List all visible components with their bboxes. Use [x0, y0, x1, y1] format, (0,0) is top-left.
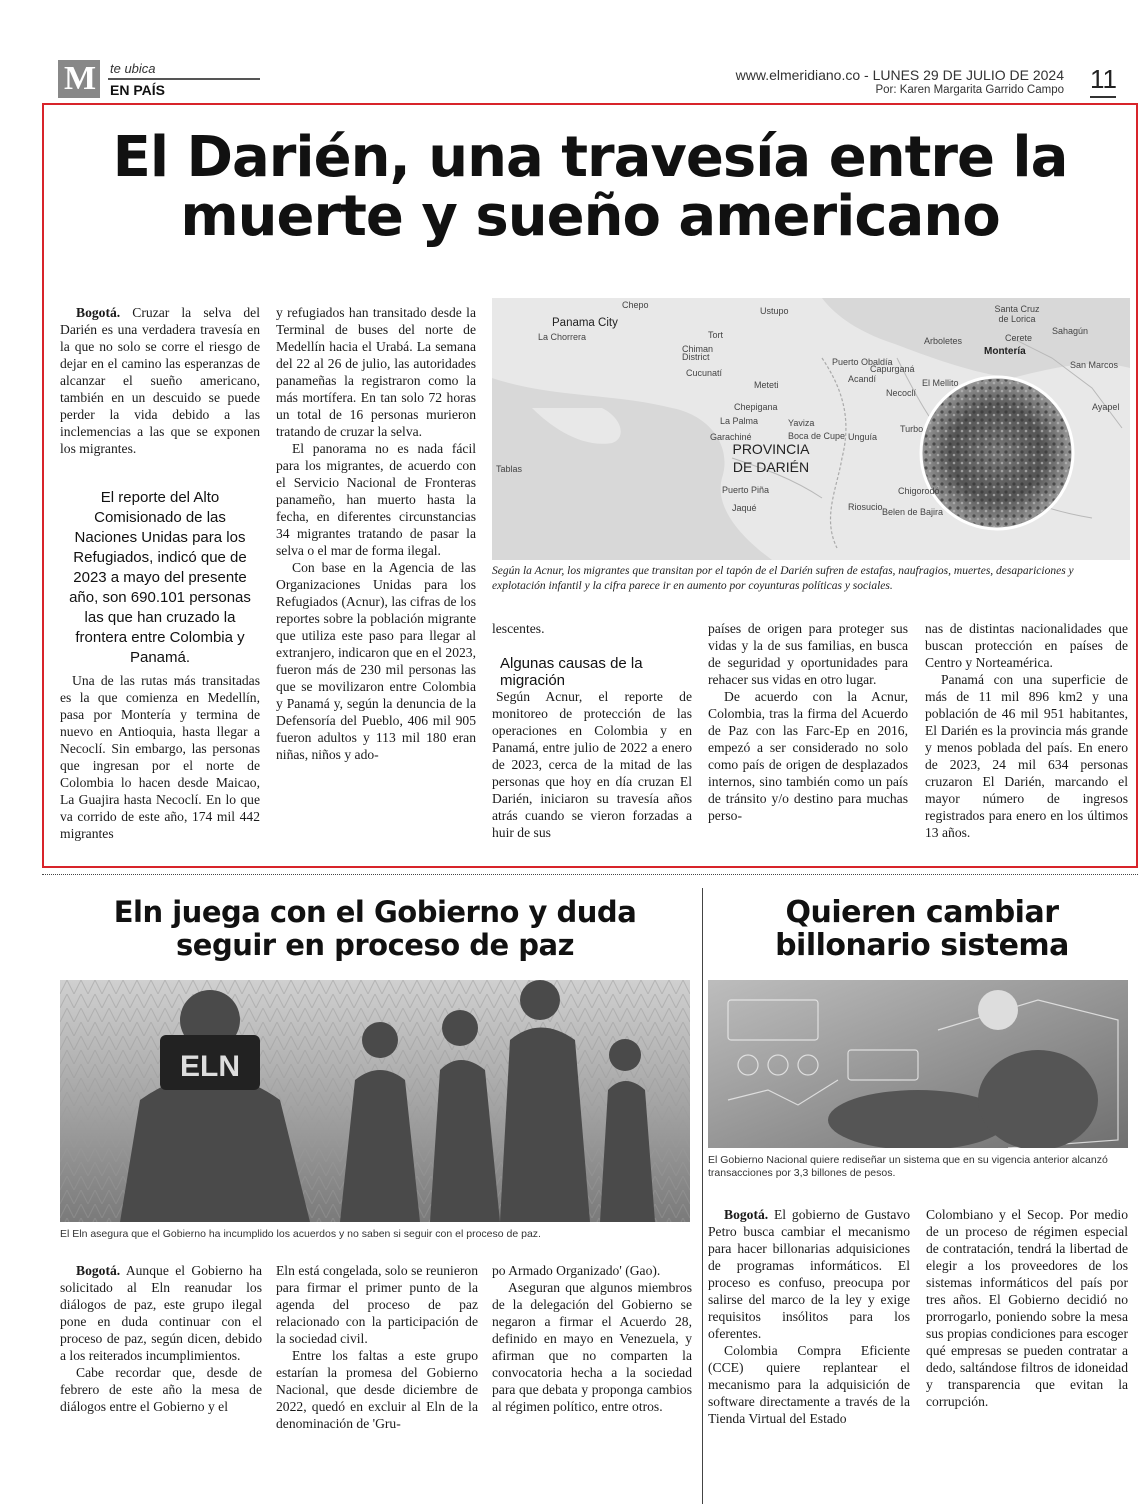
map-label: Garachiné	[710, 432, 752, 442]
section-name: EN PAÍS	[110, 82, 165, 98]
eln-column-1	[60, 1262, 262, 1415]
map-label: Acandí	[848, 374, 877, 384]
paragraph: Aunque el Gobierno ha solicitado al Eln reanudar los diálogos de paz, este grupo ilegal pone en duda continuar con el proceso de paz, según dicen, debido a los reiterados incumplimientos.	[60, 1263, 262, 1363]
column-rule	[702, 888, 703, 1504]
newspaper-logo: M	[58, 60, 100, 98]
map-label: La Palma	[720, 416, 759, 426]
header-divider	[108, 78, 260, 80]
paragraph: Eln está congelada, solo se reunieron para firmar el primer punto de la agenda del proceso de paz relacionado con la participación de la sociedad civil.	[276, 1263, 478, 1346]
paragraph: El panorama no es nada fácil para los migrantes, de acuerdo con el Servicio Nacional de Fronteras panameño, han muerto hasta la fecha, en diferentes circunstancias 34 migrantes tratando de pasar la selva o el mar de forma ilegal.	[276, 441, 476, 558]
paragraph: nas de distintas nacionalidades que buscan protección en países de Centro y Norteamérica.	[925, 621, 1128, 670]
photo-text: ELN	[180, 1050, 240, 1083]
page-number-underline	[1090, 96, 1116, 98]
paragraph: Panamá con una superficie de más de 11 mil 896 km2 y una población de 46 mil 951 habitantes, El Darién es la provincia más grande y menos poblada del país. En enero de 2023, 24 mil 634 personas cruzaron El Darién, marcando el mayor número de ingresos registrados para enero en los últimos 13 años.	[925, 672, 1128, 840]
map-label: El Mellito	[922, 378, 959, 388]
paragraph: Entre los faltas a este grupo estarían la promesa del Gobierno Nacional, que desde diciembre de 2022, quedó en excluir al Eln de la denominación de 'Gru-	[276, 1348, 478, 1431]
main-article-column-3	[492, 620, 692, 637]
eln-photo	[60, 980, 690, 1222]
map-label: Cucunatí	[686, 368, 723, 378]
map-label: Ayapel	[1092, 402, 1120, 412]
map-label: Sahagún	[1052, 326, 1089, 336]
map-label: Tablas	[496, 464, 523, 474]
paragraph: Según Acnur, el reporte de monitoreo de protección de las operaciones en Colombia y en Panamá, entre julio de 2022 a enero de 2023, cerca de la mitad de las personas que hoy en día cruzan El Darién, iniciaron su travesía años atrás cuando se vieron forzadas a huir de sus	[492, 689, 692, 840]
paragraph: Cabe recordar que, desde de febrero de este año la mesa de diálogos entre el Gobierno y el	[60, 1365, 262, 1414]
paragraph: Colombiano y el Secop. Por medio de un proceso de régimen especial de contratación, tendrá la libertad de elegir a los proveedores de los sistemas informáticos del país por tres años. El Gobierno decidió no prorrogarlo, poniendo sobre la mesa sus propias condiciones para escoger qué empresas se pueden contratar a dedo, saltándose filtros de idoneidad y transparencia que evitan la corrupción.	[926, 1207, 1128, 1409]
main-article-column-1	[60, 304, 260, 457]
tech-photo-graphic	[708, 980, 1128, 1148]
main-article-column-1b	[60, 672, 260, 842]
map-label: Yaviza	[788, 418, 815, 428]
map-label: Chigorodó	[898, 486, 940, 496]
tech-photo-caption: El Gobierno Nacional quiere rediseñar un sistema que en su vigencia anterior alcanzó transacciones por 3,3 billones de pesos.	[708, 1154, 1108, 1179]
map-label: Cerete	[1005, 333, 1033, 343]
darien-map	[492, 298, 1130, 560]
author-line: Por: Karen Margarita Garrido Campo	[875, 84, 1064, 96]
paragraph: Colombia Compra Eficiente (CCE) quiere replantear el mecanismo para la adquisición de software directamente a través de la Tienda Virtual del Estado	[708, 1343, 910, 1426]
eln-headline: Eln juega con el Gobierno y duda seguir en proceso de paz	[113, 895, 637, 962]
map-label: Chepo	[622, 300, 649, 310]
map-label: Belen de Bajira	[882, 507, 944, 517]
tech-photo	[708, 980, 1128, 1148]
paragraph: y refugiados han transitado desde la Terminal de buses del norte de Medellín hacia el Urabá. La semana del 22 al 26 de julio, las autoridades panameñas la registraron como la más mortífera. En tan solo 72 horas un total de 16 personas murieron tratando de cruzar la selva.	[276, 305, 476, 439]
eln-column-2	[276, 1262, 478, 1432]
map-label: Riosucio	[848, 502, 883, 512]
website-date-line: www.elmeridiano.co - LUNES 29 DE JULIO DE 2024	[735, 67, 1064, 83]
map-label: Chepigana	[734, 402, 778, 412]
map-label: Puerto Obaldía	[832, 357, 893, 367]
eln-column-3	[492, 1262, 692, 1415]
paragraph: Con base en la Agencia de las Organizaciones Unidas para los Refugiados (Acnur), las cifras de los reportes sobre la población migrante que utiliza este paso para llegar al extranjero, indicaron que en el 2023, fueron más de 230 mil personas las que se movilizaron entre Colombia y Panamá y, según la denuncia de la Defensoría del Pueblo, 406 mil 905 fueron adultos y 113 mil 180 eran niñas, niños y ado-	[276, 560, 476, 762]
map-label: Boca de Cupe	[788, 431, 846, 441]
system-headline: Quieren cambiar billonario sistema	[775, 895, 1069, 963]
paragraph: po Armado Organizado' (Gao).	[492, 1263, 661, 1278]
subheading: Algunas causas de la migración	[500, 655, 643, 689]
main-article-column-3b	[492, 688, 692, 841]
paragraph: países de origen para proteger sus vidas y la de sus familias, en busca de seguridad y oportunidades para rehacer sus vidas en otro lugar.	[708, 621, 908, 687]
system-column-1	[708, 1206, 910, 1427]
map-label: Santa Cruz de Lorica	[994, 304, 1040, 324]
dateline: Bogotá.	[76, 305, 121, 320]
map-label: Chiman	[682, 344, 714, 354]
paragraph: Aseguran que algunos miembros de la delegación del Gobierno se negaron a firmar el Acuerdo 28, definido en mayo en Venezuela, y afirman que no comparten la convocatoria hecha a la sociedad para que debata y proponga cambios al régimen político, entre otros.	[492, 1280, 692, 1414]
map-label: Necoclí	[886, 388, 917, 398]
map-label: Puerto Piña	[722, 485, 770, 495]
dateline: Bogotá.	[76, 1263, 121, 1278]
paragraph: El gobierno de Gustavo Petro busca cambiar el mecanismo para hacer billonarias adquisiciones de programas informáticos. El proceso es confuso, preocupa por salirse del marco de la ley y exige requisitos insólitos para los oferentes.	[708, 1207, 910, 1341]
map-label: Ustupo	[760, 306, 789, 316]
eln-photo-graphic	[60, 980, 690, 1222]
paragraph: Cruzar la selva del Darién es una verdadera travesía en la que no solo se corre el riesgo de dejar en el camino las esperanzas de alcanzar el sueño americano, también en un descuido se puede perder la vida debido a las inclemencias a las que se exponen los migrantes.	[60, 305, 260, 456]
pull-quote: El reporte del Alto Comisionado de las Naciones Unidas para los Refugiados, indicó que de 2023 a mayo del presente año, son 690.101 personas las que han cruzado la frontera entre Colombia y Panamá.	[69, 489, 251, 666]
map-province-label: PROVINCIA DE DARIÉN	[732, 441, 810, 475]
dateline: Bogotá.	[724, 1207, 769, 1222]
map-caption: Según la Acnur, los migrantes que transitan por el tapón de el Darién sufren de estafas, naufragios, muertes, desapariciones y explotación infantil y la cifra parece ir en aumento por coyunturas políticas y sociales.	[492, 565, 1074, 592]
map-graphic	[492, 298, 1130, 560]
map-label: San Marcos	[1070, 360, 1119, 370]
map-label: Capurganá	[870, 364, 915, 374]
map-label: Turbo	[900, 424, 924, 434]
map-city-monteria: Montería	[984, 346, 1026, 357]
map-label: Unguía	[848, 432, 878, 442]
paragraph: Una de las rutas más transitadas es la que comienza en Medellín, pasa por Montería y termina de nuevo en Antioquia, hasta llegar a Necoclí. Sin embargo, las personas que ingresan por el norte de Colombia lo hacen desde Maicao, La Guajira hasta Necoclí. En lo que va corrido de este año, 174 mil 442 migrantes	[60, 673, 260, 841]
map-label: Tort	[708, 330, 724, 340]
paragraph: De acuerdo con la Acnur, Colombia, tras la firma del Acuerdo de Paz con las Farc-Ep en 2016, empezó a ser considerado no solo como país de origen de desplazados internos, sino también como un país de tránsito y/o destino para muchas perso-	[708, 689, 908, 823]
paragraph: lescentes.	[492, 621, 545, 636]
eln-photo-caption: El Eln asegura que el Gobierno ha incumplido los acuerdos y no saben si seguir con el proceso de paz.	[60, 1228, 541, 1240]
map-label: Arboletes	[924, 336, 963, 346]
main-article-column-2	[276, 304, 476, 763]
map-label: La Chorrera	[538, 332, 587, 342]
main-article-column-4	[708, 620, 908, 824]
page-number: 11	[1090, 64, 1117, 94]
map-label: District	[682, 352, 710, 362]
map-label: Meteti	[754, 380, 779, 390]
section-divider	[42, 874, 1138, 875]
map-label: Jaqué	[732, 503, 757, 513]
main-headline: El Darién, una travesía entre la muerte y sueño americano	[112, 125, 1068, 249]
system-column-2	[926, 1206, 1128, 1410]
main-article-column-5	[925, 620, 1128, 841]
map-city-panama: Panama City	[552, 317, 618, 329]
section-kicker: te ubica	[110, 61, 156, 76]
